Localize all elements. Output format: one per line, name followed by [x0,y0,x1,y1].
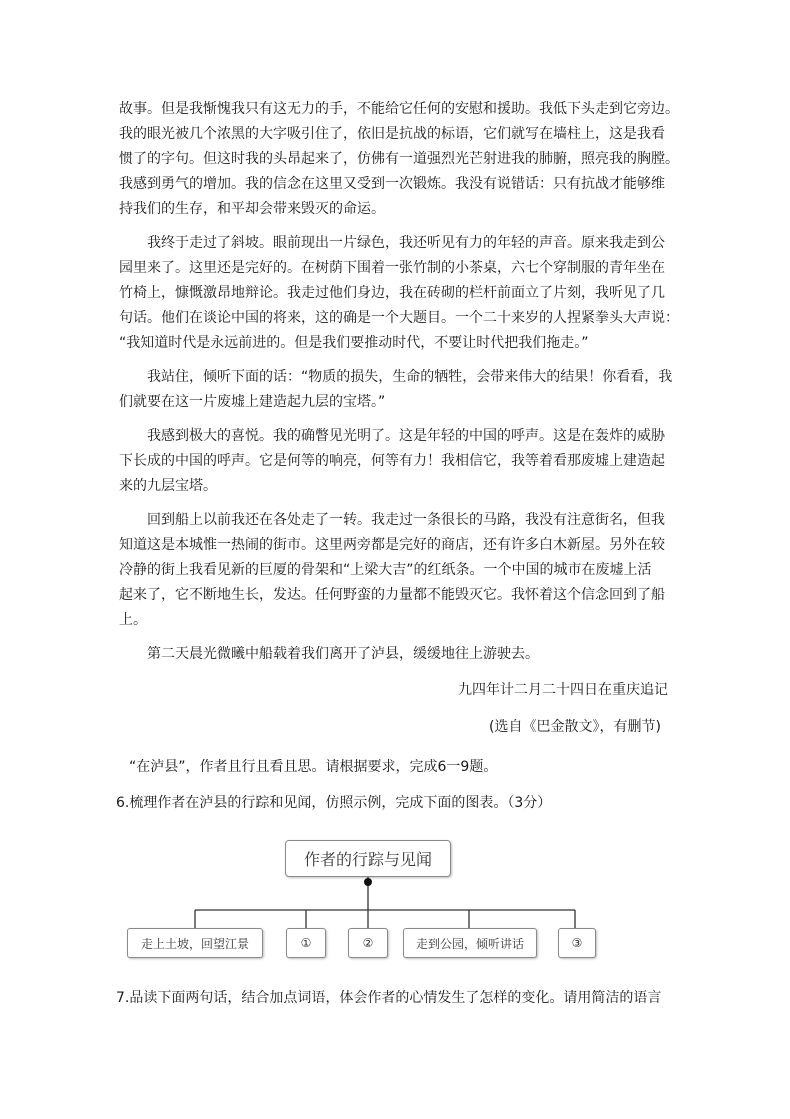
signature-date: 九四年计二月二十四日在重庆追记 [458,682,668,698]
question-7: 7.品读下面两句话，结合加点词语，体会作者的心情发生了怎样的变化。请用简洁的语言 [116,990,662,1006]
text-line: 持我们的生存，和平却会带来毁灭的命运。 [119,201,385,217]
text-line: 下长成的中国的呼声。它是何等的响亮，何等有力！我相信它，我等着看那废墟上建造起 [119,453,665,469]
diagram-node: 走上土坡，回望江景 [127,928,263,958]
text-line: 竹椅上，慷慨激昂地辩论。我走过他们身边，我在砖砌的栏杆前面立了片刻，我听见了几 [119,285,665,301]
text-line: 第二天晨光微曦中船载着我们离开了泸县，缓缓地往上游驶去。 [147,646,539,662]
text-line: 知道这是本城惟一热闹的街市。这里两旁都是完好的商店，还有许多白木新屋。另外在较 [119,537,665,553]
diagram-node: 走到公园，倾听讲话 [403,928,537,958]
signature-source: (选自《巴金散文》，有删节) [489,719,661,735]
text-line: 来的九层宝塔。 [119,478,217,494]
text-line: 惯了的字句。但这时我的头昂起来了，仿佛有一道强烈光芒射进我的肺腑，照亮我的胸膛。 [119,151,679,167]
diagram-node-blank-1: ① [286,928,326,958]
text-line: “我知道时代是永远前进的。但是我们要推动时代，不要让时代把我们拖走。” [119,335,589,351]
text-line: 起来了，它不断地生长，发达。任何野蛮的力量都不能毁灭它。我怀着这个信念回到了船 [119,587,665,603]
question-6: 6.梳理作者在泸县的行踪和见闻，仿照示例，完成下面的图表。（3分） [116,795,552,811]
text-line: 冷静的街上我看见新的巨厦的骨架和“上梁大吉”的红纸条。一个中国的城市在废墟上活 [119,562,652,578]
text-line: 故事。但是我惭愧我只有这无力的手，不能给它任何的安慰和援助。我低下头走到它旁边。 [119,101,679,117]
diagram-node-blank-3: ③ [558,928,596,958]
text-line: 句话。他们在谈论中国的将来，这的确是一个大题目。一个二十来岁的人捏紧拳头大声说： [119,310,679,326]
diagram-title-box: 作者的行踪与见闻 [285,840,451,877]
text-line: 园里来了。这里还是完好的。在树荫下围着一张竹制的小茶桌，六七个穿制服的青年坐在 [119,260,665,276]
text-line: 上。 [119,612,147,628]
text-line: 回到船上以前我还在各处走了一转。我走过一条很长的马路，我没有注意街名，但我 [147,512,665,528]
text-line: 我感到极大的喜悦。我的确瞥见光明了。这是年轻的中国的呼声。这是在轰炸的威胁 [147,428,665,444]
instruction-text: “在泸县”，作者且行且看且思。请根据要求，完成6一9题。 [129,759,498,775]
text-line: 我的眼光被几个浓黑的大字吸引住了，依旧是抗战的标语，它们就写在墙柱上，这是我看 [119,126,665,142]
text-line: 们就要在这一片废墟上建造起九层的宝塔。” [119,394,386,410]
text-line: 我站住，倾听下面的话：“物质的损失，生命的牺牲，会带来伟大的结果！你看看，我 [147,369,673,385]
diagram-node-blank-2: ② [348,928,388,958]
text-line: 我终于走过了斜坡。眼前现出一片绿色，我还听见有力的年轻的声音。原来我走到公 [147,235,665,251]
text-line: 我感到勇气的增加。我的信念在这里又受到一次锻炼。我没有说错话：只有抗战才能够维 [119,176,665,192]
